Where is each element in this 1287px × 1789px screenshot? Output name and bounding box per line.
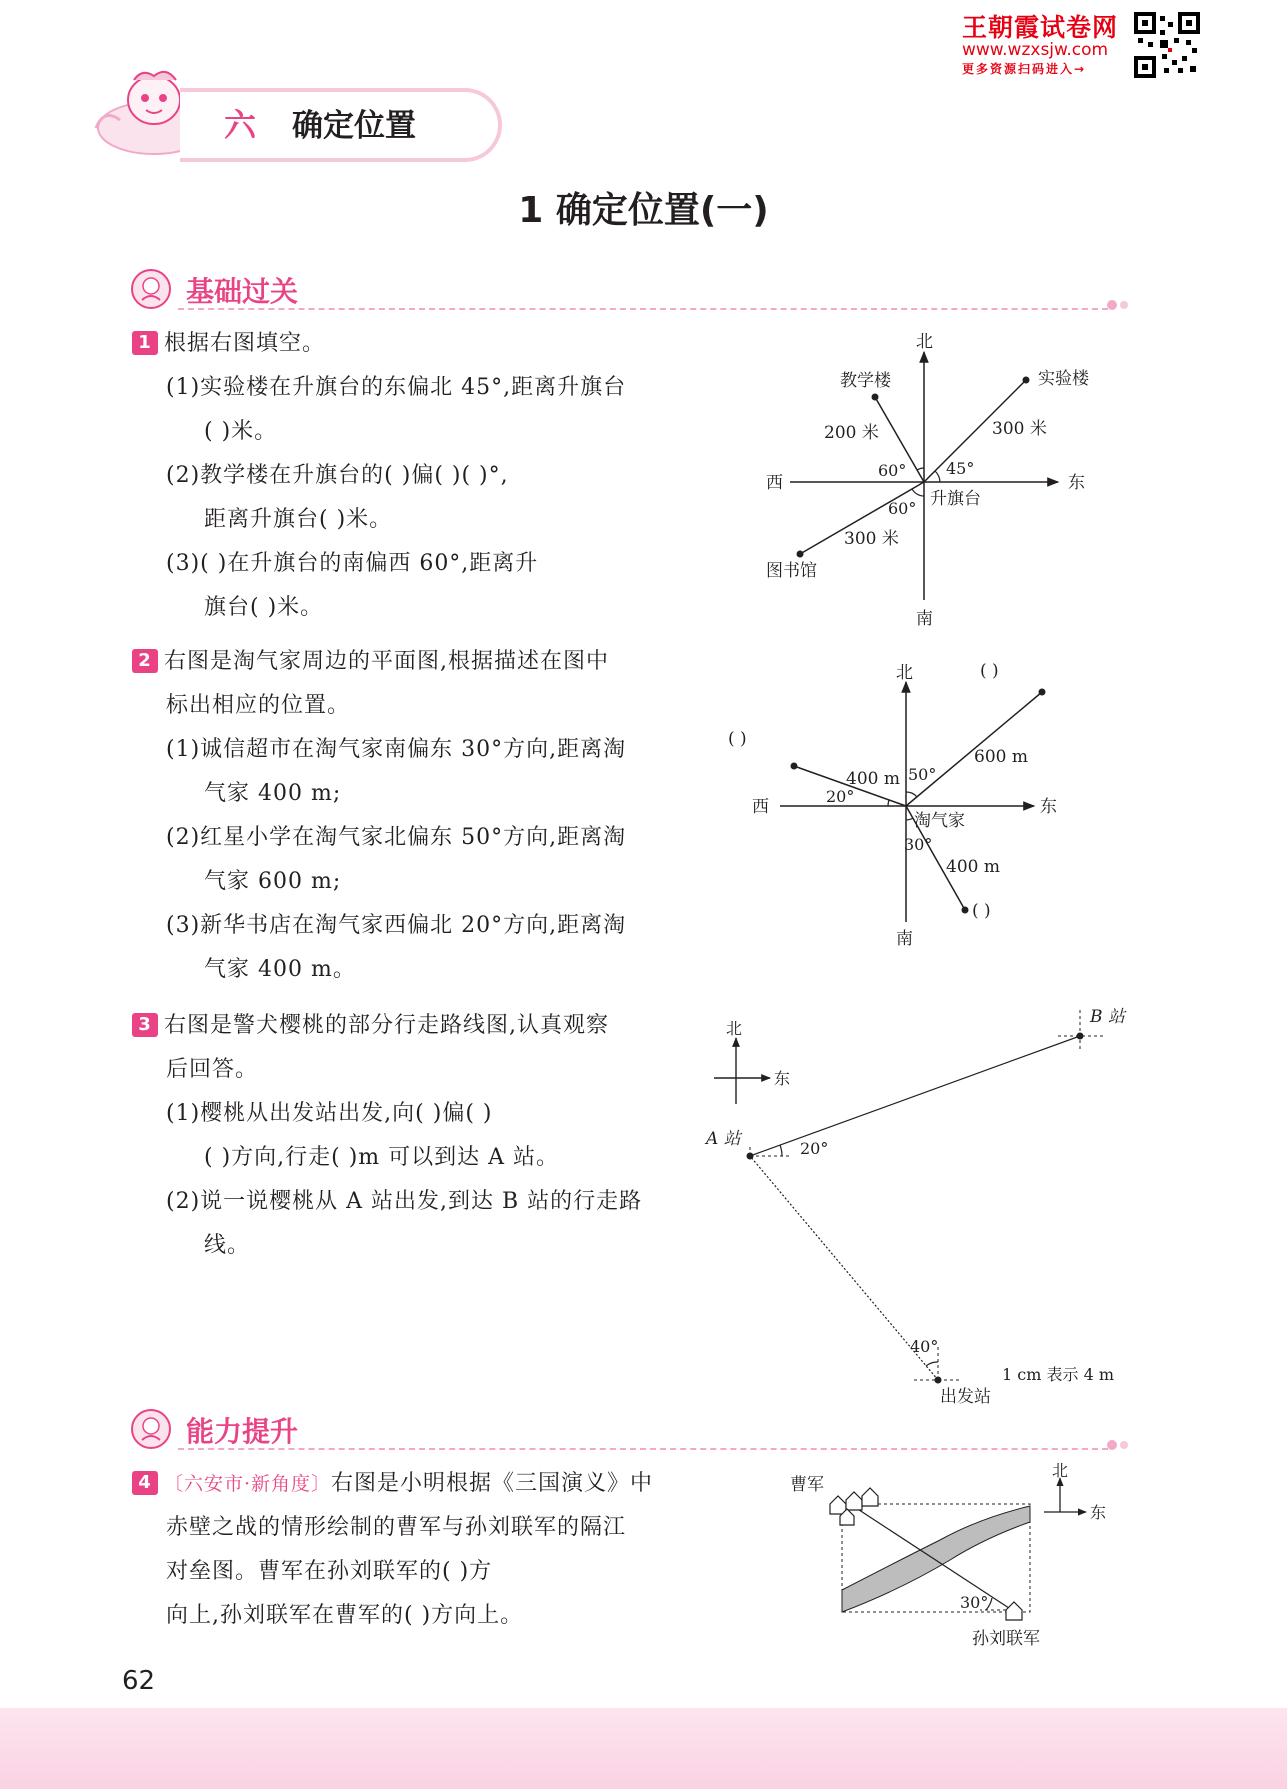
point-lab	[1023, 377, 1030, 384]
label-se-angle: 30°	[904, 835, 933, 854]
question-3	[132, 1004, 712, 1268]
point-northeast[interactable]	[1039, 689, 1046, 696]
lesson-title: 1 确定位置(一)	[518, 190, 769, 231]
qr-code-icon[interactable]	[1134, 12, 1200, 78]
label-center: 升旗台	[930, 489, 981, 509]
point-start	[935, 1377, 942, 1384]
q3-line-5: (2)说一说樱桃从 A 站出发,到达 B 站的行走路	[166, 1189, 643, 1214]
point-southeast[interactable]	[962, 907, 969, 914]
point-library	[797, 551, 804, 558]
label-ne-distance: 600 m	[974, 747, 1028, 767]
question-stem: 根据右图填空。	[164, 331, 326, 356]
q4-battle-diagram	[780, 1460, 1120, 1650]
q3-line-1: 右图是警犬樱桃的部分行走路线图,认真观察	[164, 1013, 609, 1038]
question-number: 4	[132, 1471, 158, 1495]
label-start-angle: 40°	[910, 1337, 939, 1356]
label-west: 西	[766, 473, 783, 493]
label-teaching-angle: 60°	[878, 461, 907, 480]
route-a-to-b	[750, 1036, 1080, 1156]
brand-title: 王朝霞试卷网	[962, 13, 1119, 42]
brand-url[interactable]: www.wzxsjw.com	[962, 40, 1109, 60]
label-sunliu-army: 孙刘联军	[972, 1629, 1040, 1649]
q2-line-6: 气家 600 m;	[204, 869, 342, 894]
q2-line-8: 气家 400 m。	[204, 957, 356, 982]
label-se-distance: 400 m	[946, 857, 1000, 877]
question-number: 3	[132, 1013, 158, 1037]
label-lab: 实验楼	[1038, 369, 1089, 389]
q2-line-1: 右图是淘气家周边的平面图,根据描述在图中	[164, 649, 609, 674]
divider-dots-icon	[1106, 296, 1132, 314]
section-divider	[178, 1448, 1108, 1450]
section-badge-icon	[130, 268, 172, 310]
q2-line-7: (3)新华书店在淘气家西偏北 20°方向,距离淘	[166, 913, 627, 938]
q3-line-2: 后回答。	[166, 1057, 259, 1082]
label-cao-army: 曹军	[790, 1475, 824, 1495]
label-north: 北	[1052, 1461, 1069, 1480]
question-source: 〔六安市·新角度〕	[164, 1473, 332, 1495]
house-icon	[1006, 1602, 1022, 1620]
question-number: 2	[132, 649, 158, 673]
divider-dots-icon	[1106, 1436, 1132, 1454]
chapter-title: 确定位置	[292, 108, 416, 144]
chapter-number: 六	[224, 106, 257, 144]
label-east: 东	[774, 1069, 791, 1088]
label-teaching-distance: 200 米	[824, 423, 879, 443]
label-a-angle: 20°	[800, 1139, 829, 1158]
label-library: 图书馆	[766, 561, 817, 581]
label-north: 北	[726, 1019, 743, 1038]
q3-line-6[interactable]: 线。	[204, 1233, 251, 1258]
river	[842, 1506, 1030, 1612]
footer-band	[0, 1708, 1287, 1789]
house-icon	[830, 1488, 878, 1525]
label-south: 南	[916, 609, 933, 629]
q1-line-1: (1)实验楼在升旗台的东偏北 45°,距离升旗台	[166, 375, 627, 400]
section-badge-icon	[130, 1408, 172, 1450]
label-west: 西	[752, 797, 769, 817]
brand-tagline: 更多资源扫码进入→	[962, 62, 1087, 76]
page-number: 62	[122, 1666, 156, 1696]
label-library-angle: 60°	[888, 499, 917, 518]
q1-line-2[interactable]: ( )米。	[204, 419, 278, 444]
q2-line-3: (1)诚信超市在淘气家南偏东 30°方向,距离淘	[166, 737, 627, 762]
point-northwest[interactable]	[791, 763, 798, 770]
label-east: 东	[1090, 1503, 1107, 1522]
q3-route-diagram	[700, 996, 1140, 1416]
q2-line-2: 标出相应的位置。	[166, 693, 351, 718]
label-nw-angle: 20°	[826, 787, 855, 806]
q4-line-2: 赤壁之战的情形绘制的曹军与孙刘联军的隔江	[166, 1515, 627, 1540]
q1-compass-diagram	[740, 330, 1110, 630]
label-lab-distance: 300 米	[992, 419, 1047, 439]
section-basic-heading: 基础过关	[186, 275, 299, 308]
label-library-distance: 300 米	[844, 529, 899, 549]
q2-compass-diagram	[720, 660, 1130, 950]
q1-line-4[interactable]: 距离升旗台( )米。	[204, 507, 393, 532]
label-center: 淘气家	[914, 811, 965, 831]
label-start: 出发站	[940, 1387, 991, 1407]
q1-line-3[interactable]: (2)教学楼在升旗台的( )偏( )( )°,	[166, 463, 509, 488]
label-a-station: A 站	[706, 1129, 741, 1149]
label-teaching: 教学楼	[840, 371, 891, 391]
label-scale: 1 cm 表示 4 m	[1002, 1365, 1115, 1384]
blank-southeast[interactable]: ( )	[972, 901, 991, 921]
blank-northwest[interactable]: ( )	[728, 729, 747, 749]
label-east: 东	[1040, 797, 1057, 817]
q4-line-1: 右图是小明根据《三国演义》中	[331, 1471, 654, 1496]
q1-line-6[interactable]: 旗台( )米。	[204, 595, 324, 620]
label-angle: 30°	[960, 1593, 989, 1612]
q4-line-3[interactable]: 对垒图。曹军在孙刘联军的( )方	[166, 1559, 493, 1584]
label-nw-distance: 400 m	[846, 769, 900, 789]
label-north: 北	[896, 663, 913, 683]
point-teaching	[872, 394, 879, 401]
label-north: 北	[916, 332, 933, 352]
q1-line-5[interactable]: (3)( )在升旗台的南偏西 60°,距离升	[166, 551, 539, 576]
question-4	[132, 1462, 712, 1638]
q2-line-5: (2)红星小学在淘气家北偏东 50°方向,距离淘	[166, 825, 627, 850]
section-advanced-heading: 能力提升	[186, 1415, 299, 1448]
label-b-station: B 站	[1090, 1007, 1125, 1027]
section-divider	[178, 308, 1108, 310]
label-lab-angle: 45°	[946, 459, 975, 478]
label-ne-angle: 50°	[908, 765, 937, 784]
q3-line-4[interactable]: ( )方向,行走( )m 可以到达 A 站。	[204, 1145, 560, 1170]
question-2	[132, 640, 712, 992]
q2-line-4: 气家 400 m;	[204, 781, 342, 806]
blank-northeast[interactable]: ( )	[980, 661, 999, 681]
question-1	[132, 322, 712, 630]
label-east: 东	[1068, 473, 1085, 493]
label-south: 南	[896, 929, 913, 949]
question-number: 1	[132, 331, 158, 355]
q3-line-3[interactable]: (1)樱桃从出发站出发,向( )偏( )	[166, 1101, 493, 1126]
q4-line-4[interactable]: 向上,孙刘联军在曹军的( )方向上。	[166, 1603, 524, 1628]
